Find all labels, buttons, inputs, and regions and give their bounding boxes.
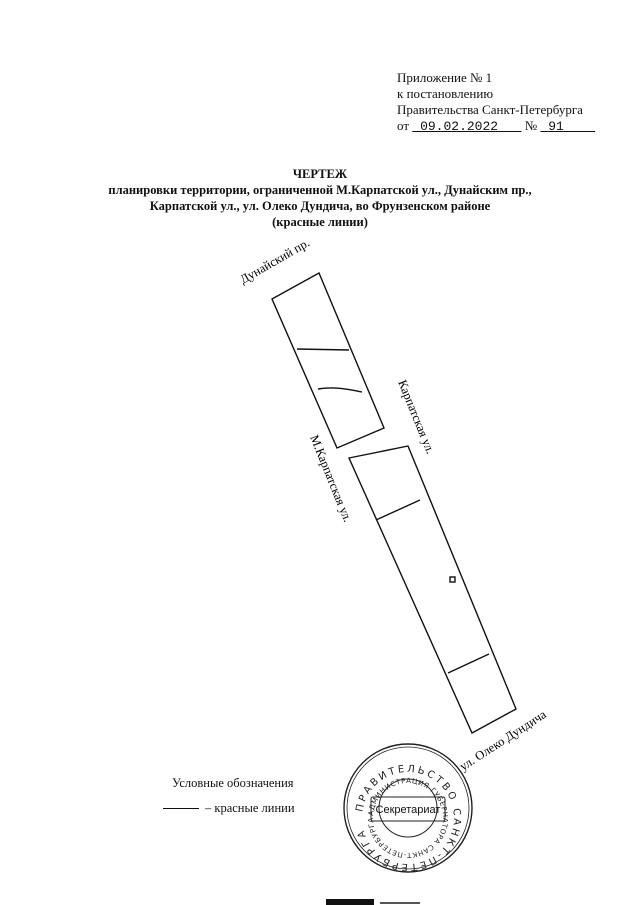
- legend-title: Условные обозначения: [172, 776, 294, 790]
- street-label-m-karpatskaya: М.Карпатская ул.: [307, 432, 355, 525]
- bottom-edge-mark-2: [380, 902, 420, 904]
- title-line-1: планировки территории, ограниченной М.Карпатской ул., Дунайским пр.,: [108, 183, 532, 197]
- legend-red-lines: [163, 801, 295, 816]
- upper-block-outline: [272, 273, 384, 448]
- seal-outer-text: ПРАВИТЕЛЬСТВО САНКТ-ПЕТЕРБУРГА: [354, 763, 463, 873]
- street-label-oleko-dundicha: ул. Олеко Дундича: [457, 707, 549, 774]
- document-number: 91: [548, 119, 564, 134]
- legend-red-lines-label: – красные линии: [205, 801, 295, 815]
- date-prefix: от: [397, 118, 410, 133]
- small-marker-square: [450, 577, 455, 582]
- street-label-karpatskaya: Карпатская ул.: [395, 377, 438, 456]
- legend-line-sample: [163, 808, 199, 809]
- seal-inner-text: АДМИНИСТРАЦИЯ ГУБЕРНАТОРА САНКТ-ПЕТЕРБУРГА: [366, 776, 450, 860]
- appendix-line-3: Правительства Санкт-Петербурга: [397, 102, 583, 117]
- lower-block-outline: [349, 446, 516, 733]
- upper-block-divider-2: [318, 388, 362, 392]
- bottom-edge-mark: [326, 899, 374, 905]
- title-heading: ЧЕРТЕЖ: [292, 167, 348, 181]
- lower-block-divider-2: [448, 654, 489, 673]
- seal-center-text: Секретариат: [375, 804, 441, 816]
- document-date: 09.02.2022: [420, 119, 499, 134]
- appendix-line-1: Приложение № 1: [397, 70, 493, 85]
- street-label-dunaisky: Дунайский пр.: [237, 235, 312, 287]
- title-line-3: (красные линии): [272, 215, 368, 229]
- lower-block-divider-1: [376, 500, 420, 520]
- appendix-line-2: к постановлению: [397, 86, 494, 101]
- upper-block-divider-1: [297, 349, 349, 350]
- title-line-2: Карпатской ул., ул. Олеко Дундича, во Фрунзенском районе: [149, 199, 491, 213]
- number-prefix: №: [524, 118, 538, 133]
